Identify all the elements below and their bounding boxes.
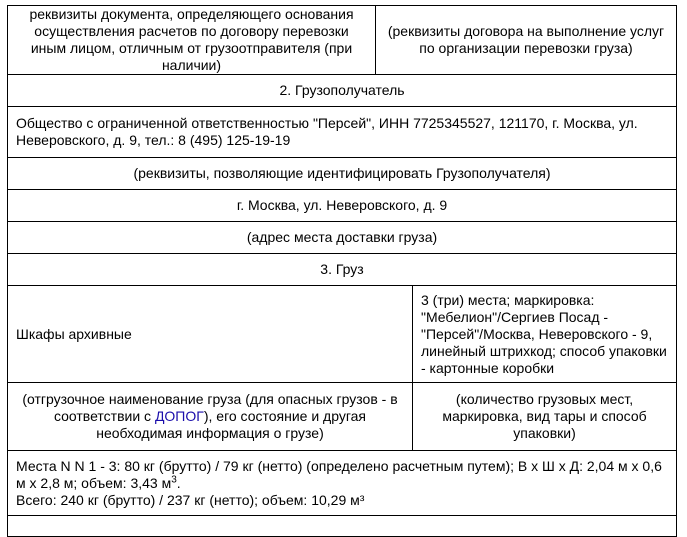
delivery-address-caption-row (8, 222, 677, 254)
trailing-row (8, 516, 677, 537)
cargo-details-line-1: Места N N 1 - 3: 80 кг (брутто) / 79 кг (нетто) (определено расчетным путем); В x Ш x Д: 2,04 м x 0,6 м x 2,8 м; объем: 3,43 м (16, 457, 662, 491)
consignee-details-row (8, 107, 677, 158)
delivery-address-row (8, 190, 677, 222)
cargo-caption-row (8, 383, 677, 451)
cargo-section-heading: 3. Груз (8, 254, 677, 286)
cargo-details-row (8, 451, 677, 516)
consignee-caption: (реквизиты, позволяющие идентифицировать Грузополучателя) (8, 158, 677, 190)
cargo-details (8, 451, 677, 516)
delivery-address-caption: (адрес места доставки груза) (8, 222, 677, 254)
payment-basis-caption: реквизиты документа, определяющего основания осуществления расчетов по договору перевозки иным лицом, отличным от грузоотправителя (при наличии) (8, 6, 376, 75)
cargo-marking: 3 (три) места; маркировка: "Мебелион"/Сергиев Посад - "Персей"/Москва, Неверовского - 9, линейный штрихкод; способ упаковки - картонные коробки (413, 286, 677, 383)
payment-basis-row (8, 6, 677, 75)
cargo-details-line-1-end: . (176, 474, 181, 491)
cargo-name: Шкафы архивные (8, 286, 413, 383)
contract-details-caption: (реквизиты договора на выполнение услуг по организации перевозки груза) (376, 6, 677, 75)
dopog-link[interactable]: ДОПОГ (154, 408, 204, 424)
delivery-address: г. Москва, ул. Неверовского, д. 9 (8, 190, 677, 222)
cargo-info-row (8, 286, 677, 383)
cargo-name-caption-text-1: (отгрузочное наименование груза (для опасных грузов - в соответствии с (22, 391, 398, 424)
cargo-details-line-2: Всего: 240 кг (брутто) / 237 кг (нетто); объем: 10,29 м³ (16, 491, 365, 508)
cargo-heading-row (8, 254, 677, 286)
consignee-details: Общество с ограниченной ответственностью "Персей", ИНН 7725345527, 121170, г. Москва, ул. Неверовского, д. 9, тел.: 8 (495) 125-19-19 (8, 107, 677, 158)
cargo-name-caption (8, 383, 413, 451)
consignee-caption-row (8, 158, 677, 190)
cargo-marking-caption: (количество грузовых мест, маркировка, вид тары и способ упаковки) (413, 383, 677, 451)
cargo-name-caption-text-2: ), его состояние и другая необходимая информация о грузе) (96, 408, 367, 441)
document-table (7, 5, 677, 537)
cubic-superscript: 3 (171, 473, 177, 485)
consignee-section-heading: 2. Грузополучатель (8, 75, 677, 107)
consignee-heading-row (8, 75, 677, 107)
trailing-empty-cell (8, 516, 677, 537)
